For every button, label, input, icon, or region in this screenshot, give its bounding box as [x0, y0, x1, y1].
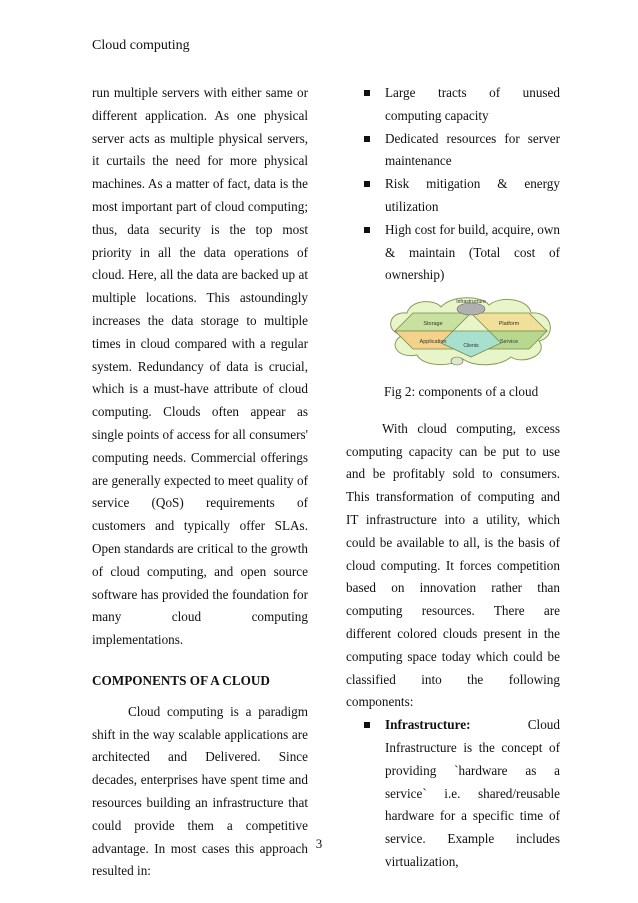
figure-caption: Fig 2: components of a cloud: [384, 383, 539, 399]
bullet-square-icon: [364, 90, 370, 96]
bullet-square-icon: [364, 227, 370, 233]
bullet-list: [346, 82, 560, 287]
cloud-components-diagram: [383, 295, 559, 367]
body-paragraph: Cloud computing is a paradigm shift in the way scalable applications are architected and Delivered. Since decades, enterprises have spent time and resources building an infrastructure that could provide them a competitive advantage. In most cases this approach resulted in:: [92, 703, 308, 879]
label-storage: Storage: [423, 321, 443, 328]
bullet-square-icon: [364, 181, 370, 187]
list-item: Risk mitigation & energy utilization: [346, 173, 560, 219]
left-column: [92, 82, 308, 883]
list-item: High cost for build, acquire, own & maintain (Total cost of ownership): [346, 219, 560, 287]
page-header: Cloud computing: [92, 38, 190, 53]
body-paragraph: With cloud computing, excess computing capacity can be put to use and be profitably sold to consumers. This transformation of computing and IT infrastructure into a utility, which could be available to all, is the basis of cloud computing. It forces competition based on innovation rather than computing resources. There are different colored clouds present in the computing space today which could be classified into the following components:: [346, 420, 560, 710]
infrastructure-description: Cloud Infrastructure is the concept of providing `hardware as a service` i.e. shared/reusable hardware for a specific time of service. Example includes virtualization,: [385, 717, 560, 869]
label-clients: Clients: [463, 343, 479, 350]
right-column: [346, 82, 560, 874]
label-service: Service: [499, 339, 519, 346]
list-item: Large tracts of unused computing capacity: [346, 82, 560, 128]
cloud-dot-icon: [451, 357, 463, 365]
list-item: Dedicated resources for server maintenance: [346, 128, 560, 174]
label-platform: Platform: [498, 321, 520, 328]
bullet-square-icon: [364, 136, 370, 142]
section-heading: COMPONENTS OF A CLOUD: [92, 672, 270, 688]
term-infrastructure: Infrastructure:: [385, 717, 471, 733]
bullet-square-icon: [364, 722, 370, 728]
label-infrastructure: Infrastructure: [456, 299, 486, 306]
label-application: Application: [419, 339, 447, 346]
page-number: 3: [315, 836, 323, 851]
body-paragraph: run multiple servers with either same or different application. As one physical server acts as multiple physical servers, it curtails the need for more physical machines. As a matter of fact, data is the most important part of cloud computing; thus, data security is the top most priority in all the data operations of cloud. Here, all the data are backed up at multiple locations. This astoundingly increases the data storage to multiple times in cloud compared with a regular system. Redundancy of data is crucial, which is a must-have attribute of cloud computing. Clouds often appear as single points of access for all consumers' computing needs. Commercial offerings are generally expected to meet quality of service (QoS) requirements of customers and typically offer SLAs. Open standards are critical to the growth of cloud computing, and open source software has provided the foundation for many cloud computing implementations.: [92, 85, 308, 648]
